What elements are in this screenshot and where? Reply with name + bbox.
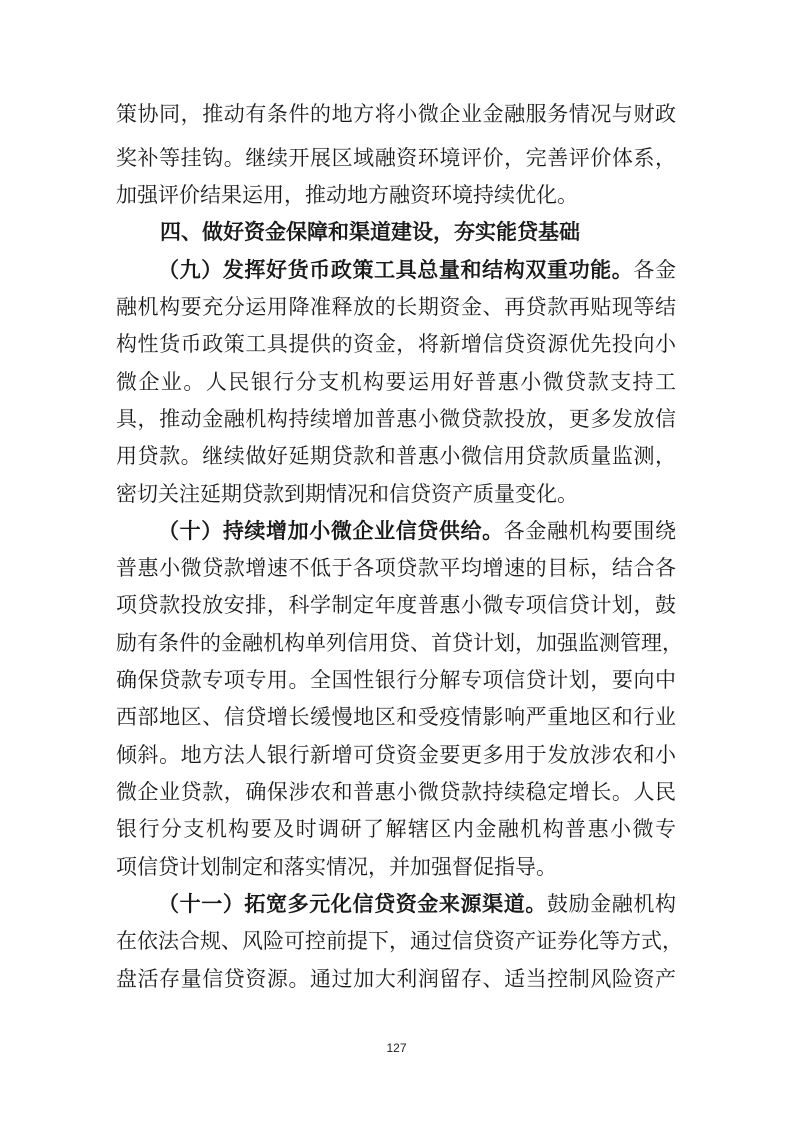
body-line: 确保贷款专项专用。全国性银行分解专项信贷计划，要向中 (116, 668, 676, 692)
paragraph-first-line (158, 889, 676, 919)
body-line: 在依法合规、风险可控前提下，通过信贷资产证券化等方式， (116, 929, 683, 953)
page-number: 127 (386, 1041, 407, 1055)
body-line: 倾斜。地方法人银行新增可贷资金要更多用于发放涉农和小 (116, 743, 676, 767)
body-line: 项贷款投放安排，科学制定年度普惠小微专项信贷计划，鼓 (116, 593, 676, 617)
body-line: 银行分支机构要及时调研了解辖区内金融机构普惠小微专 (116, 817, 676, 841)
paragraph-text: 鼓励金融机构 (546, 892, 677, 916)
body-line: 策协同，推动有条件的地方将小微企业金融服务情况与财政 (116, 102, 676, 126)
body-line: 微企业贷款，确保涉农和普惠小微贷款持续稳定增长。人民 (116, 780, 676, 804)
body-line: 密切关注延期贷款到期情况和信贷资产质量变化。 (116, 482, 578, 506)
paragraph-first-line (158, 516, 676, 546)
body-line: 加强评价结果运用，推动地方融资环境持续优化。 (116, 183, 578, 207)
body-line: 励有条件的金融机构单列信用贷、首贷计划，加强监测管理， (116, 631, 683, 655)
paragraph-first-line (158, 255, 676, 285)
paragraph-title: （十一）拓宽多元化信贷资金来源渠道。 (158, 892, 547, 916)
body-line: 微企业。人民银行分支机构要运用好普惠小微贷款支持工 (116, 370, 676, 394)
body-line: 用贷款。继续做好延期贷款和普惠小微信用贷款质量监测， (116, 444, 676, 468)
body-line: 具，推动金融机构持续增加普惠小微贷款投放，更多发放信 (116, 407, 676, 431)
body-line: 普惠小微贷款增速不低于各项贷款平均增速的目标，结合各 (116, 556, 676, 580)
body-line: 融机构要充分运用降准释放的长期资金、再贷款再贴现等结 (116, 295, 676, 319)
body-line: 构性货币政策工具提供的资金，将新增信贷资源优先投向小 (116, 332, 676, 356)
paragraph-text: 各金融机构要围绕 (503, 519, 677, 543)
body-line: 项信贷计划制定和落实情况，并加强督促指导。 (116, 855, 557, 879)
body-line: 奖补等挂钩。继续开展区域融资环境评价，完善评价体系， (116, 146, 676, 170)
body-line: 西部地区、信贷增长缓慢地区和受疫情影响严重地区和行业 (116, 705, 676, 729)
paragraph-title: （十）持续增加小微企业信贷供给。 (158, 519, 504, 543)
body-line: 盘活存量信贷资源。通过加大利润留存、适当控制风险资产 (116, 967, 676, 991)
paragraph-title: （九）发挥好货币政策工具总量和结构双重功能。 (158, 258, 634, 282)
paragraph-text: 各金 (633, 258, 676, 282)
section-heading: 四、做好资金保障和渠道建设，夯实能贷基础 (160, 220, 580, 244)
